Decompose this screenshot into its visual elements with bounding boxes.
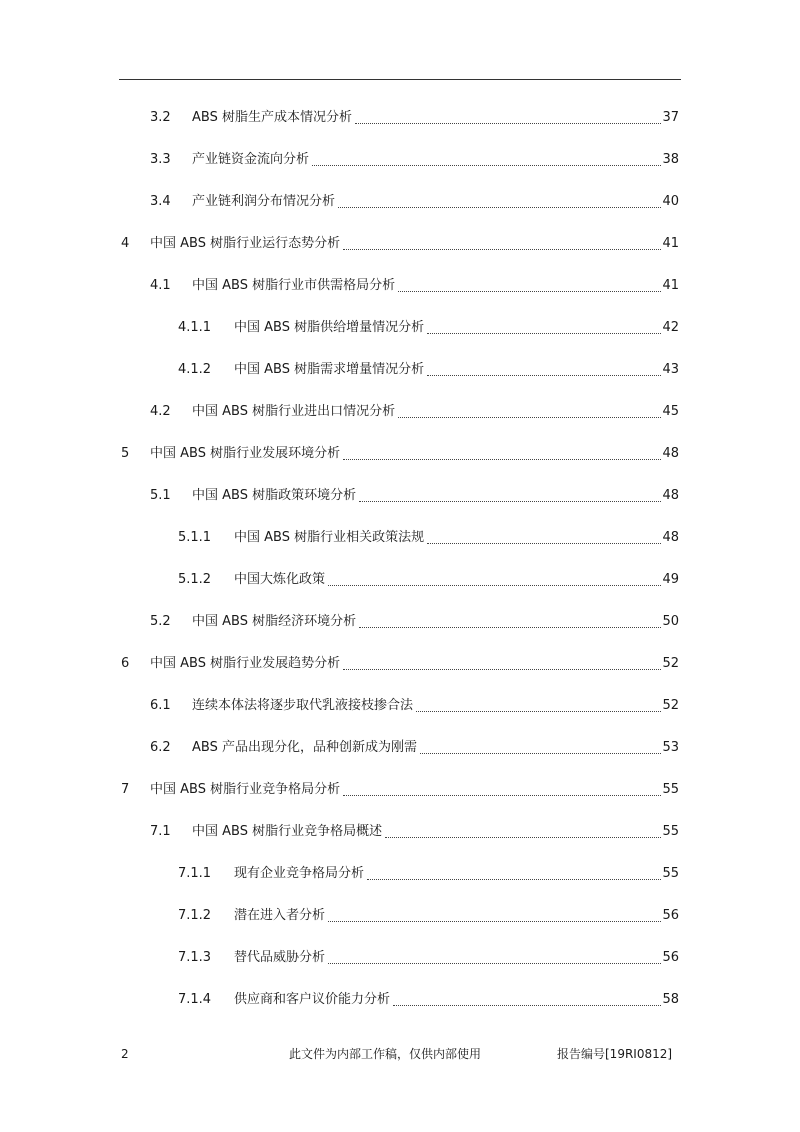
toc-entry-number: 4.1.1 <box>178 320 212 335</box>
toc-entry-page: 56 <box>662 950 679 965</box>
toc-entry-page: 52 <box>662 656 679 671</box>
toc-entry[interactable] <box>121 234 679 254</box>
toc-entry-number: 5 <box>121 446 130 461</box>
toc-entry-page: 49 <box>662 572 679 587</box>
toc-entry-number: 6.2 <box>150 740 171 755</box>
toc-entry-title: 中国 ABS 树脂政策环境分析 <box>192 488 357 503</box>
toc-entry-page: 48 <box>662 530 679 545</box>
toc-entry[interactable] <box>150 276 679 296</box>
toc-entry-title: 连续本体法将逐步取代乳液接枝掺合法 <box>192 698 414 713</box>
toc-entry-page: 52 <box>662 698 679 713</box>
toc-entry-title: 中国 ABS 树脂供给增量情况分析 <box>234 320 425 335</box>
toc-entry[interactable] <box>150 822 679 842</box>
toc-entry-title: ABS 产品出现分化，品种创新成为刚需 <box>192 740 417 755</box>
toc-entry[interactable] <box>150 696 679 716</box>
dot-leader <box>343 248 661 250</box>
page-footer <box>0 1044 800 1064</box>
toc-entry[interactable] <box>121 444 679 464</box>
toc-entry-number: 3.3 <box>150 152 171 167</box>
toc-entry-number: 4 <box>121 236 130 251</box>
dot-leader <box>343 794 661 796</box>
toc-entry-number: 7 <box>121 782 130 797</box>
dot-leader <box>338 206 661 208</box>
toc-entry-page: 50 <box>662 614 679 629</box>
toc-entry-number: 6 <box>121 656 130 671</box>
footer-report-number: 报告编号[19RI0812] <box>557 1047 673 1061</box>
toc-entry-title: 中国 ABS 树脂行业发展环境分析 <box>150 446 341 461</box>
header-rule <box>119 79 681 80</box>
dot-leader <box>328 584 661 586</box>
toc-entry[interactable] <box>150 612 679 632</box>
toc-entry-page: 38 <box>662 152 679 167</box>
toc-entry-title: 产业链资金流向分析 <box>192 152 310 167</box>
toc-entry-number: 5.1 <box>150 488 171 503</box>
toc-entry-number: 5.1.2 <box>178 572 212 587</box>
toc-entry-number: 7.1 <box>150 824 171 839</box>
toc-entry-page: 56 <box>662 908 679 923</box>
toc-entry[interactable] <box>150 486 679 506</box>
toc-entry-title: 中国 ABS 树脂需求增量情况分析 <box>234 362 425 377</box>
dot-leader <box>427 332 661 334</box>
toc-entry-page: 53 <box>662 740 679 755</box>
toc-entry-number: 7.1.1 <box>178 866 212 881</box>
toc-entry-page: 41 <box>662 236 679 251</box>
toc-entry-title: 中国 ABS 树脂行业运行态势分析 <box>150 236 341 251</box>
dot-leader <box>427 542 661 544</box>
toc-entry[interactable] <box>178 570 679 590</box>
toc-entry[interactable] <box>150 192 679 212</box>
toc-entry-title: 中国 ABS 树脂行业市供需格局分析 <box>192 278 396 293</box>
toc-entry-title: 中国 ABS 树脂行业竞争格局概述 <box>192 824 383 839</box>
toc-entry-title: 中国 ABS 树脂行业相关政策法规 <box>234 530 425 545</box>
toc-entry-page: 42 <box>662 320 679 335</box>
toc-entry-page: 55 <box>662 866 679 881</box>
toc-entry[interactable] <box>178 864 679 884</box>
dot-leader <box>328 962 661 964</box>
toc-entry-number: 6.1 <box>150 698 171 713</box>
toc-entry-title: 潜在进入者分析 <box>234 908 326 923</box>
toc-entry-title: ABS 树脂生产成本情况分析 <box>192 110 352 125</box>
dot-leader <box>312 164 661 166</box>
dot-leader <box>359 626 661 628</box>
toc-entry-title: 产业链利润分布情况分析 <box>192 194 336 209</box>
dot-leader <box>355 122 661 124</box>
toc-entry-page: 41 <box>662 278 679 293</box>
toc-entry-number: 4.1.2 <box>178 362 212 377</box>
footer-confidential-notice: 此文件为内部工作稿，仅供内部使用 <box>289 1047 482 1061</box>
dot-leader <box>393 1004 661 1006</box>
dot-leader <box>427 374 661 376</box>
dot-leader <box>359 500 661 502</box>
toc-entry-page: 55 <box>662 824 679 839</box>
toc-entry-number: 7.1.3 <box>178 950 212 965</box>
toc-entry-title: 中国 ABS 树脂行业竞争格局分析 <box>150 782 341 797</box>
toc-entry-number: 3.4 <box>150 194 171 209</box>
dot-leader <box>343 668 661 670</box>
toc-entry-page: 48 <box>662 488 679 503</box>
toc-entry-title: 中国大炼化政策 <box>234 572 326 587</box>
toc-entry-number: 4.1 <box>150 278 171 293</box>
dot-leader <box>398 290 661 292</box>
toc-entry[interactable] <box>178 360 679 380</box>
toc-entry[interactable] <box>150 108 679 128</box>
toc-entry-title: 替代品威胁分析 <box>234 950 326 965</box>
toc-entry[interactable] <box>178 318 679 338</box>
footer-page-number: 2 <box>121 1047 129 1061</box>
dot-leader <box>328 920 661 922</box>
toc-entry[interactable] <box>150 402 679 422</box>
toc-entry-title: 现有企业竞争格局分析 <box>234 866 365 881</box>
toc-entry-number: 5.1.1 <box>178 530 212 545</box>
toc-entry[interactable] <box>121 780 679 800</box>
toc-entry-title: 中国 ABS 树脂经济环境分析 <box>192 614 357 629</box>
toc-entry[interactable] <box>121 654 679 674</box>
toc-entry-number: 3.2 <box>150 110 171 125</box>
toc-entry[interactable] <box>150 150 679 170</box>
toc-entry-title: 供应商和客户议价能力分析 <box>234 992 391 1007</box>
toc-entry[interactable] <box>150 738 679 758</box>
toc-entry[interactable] <box>178 990 679 1010</box>
toc-entry-page: 37 <box>662 110 679 125</box>
toc-entry-page: 43 <box>662 362 679 377</box>
dot-leader <box>367 878 661 880</box>
toc-entry-page: 58 <box>662 992 679 1007</box>
dot-leader <box>416 710 661 712</box>
toc-entry-page: 45 <box>662 404 679 419</box>
toc-entry-page: 40 <box>662 194 679 209</box>
toc-entry[interactable] <box>178 528 679 548</box>
toc-entry-number: 5.2 <box>150 614 171 629</box>
toc-entry-page: 48 <box>662 446 679 461</box>
toc-entry-title: 中国 ABS 树脂行业发展趋势分析 <box>150 656 341 671</box>
dot-leader <box>398 416 661 418</box>
dot-leader <box>385 836 661 838</box>
toc-entry-number: 7.1.2 <box>178 908 212 923</box>
toc-entry[interactable] <box>178 906 679 926</box>
toc-entry-title: 中国 ABS 树脂行业进出口情况分析 <box>192 404 396 419</box>
toc-entry[interactable] <box>178 948 679 968</box>
dot-leader <box>343 458 661 460</box>
dot-leader <box>420 752 661 754</box>
toc-entry-number: 4.2 <box>150 404 171 419</box>
toc-entry-number: 7.1.4 <box>178 992 212 1007</box>
toc-entry-page: 55 <box>662 782 679 797</box>
